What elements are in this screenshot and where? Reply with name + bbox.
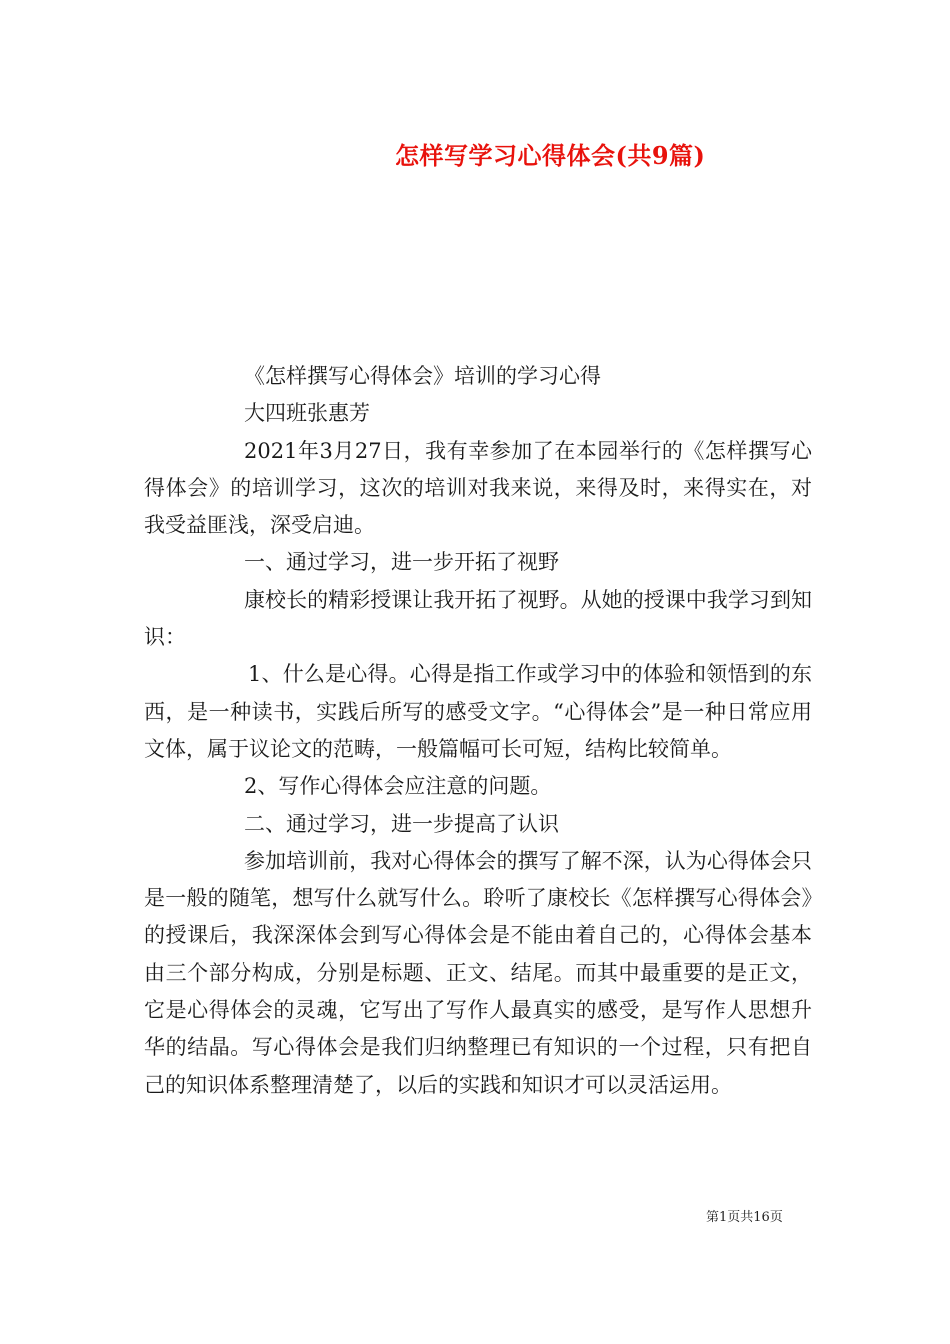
paragraph-intro: 2021年3月27日，我有幸参加了在本园举行的《怎样撰写心得体会》的培训学习，这次的培训对我来说，来得及时，来得实在，对我受益匪浅，深受启迪。: [144, 438, 812, 538]
paragraph-author: 大四班张惠芳: [244, 401, 370, 426]
paragraph-point-1: 1、什么是心得。心得是指工作或学习中的体验和领悟到的东西，是一种读书，实践后所写的感受文字。“心得体会”是一种日常应用文体，属于议论文的范畴，一般篇幅可长可短，结构比较简单。: [144, 662, 812, 761]
page-number-footer: 第1页共16页: [706, 1210, 783, 1225]
paragraph-point-2: 2、写作心得体会应注意的问题。: [244, 774, 552, 799]
paragraph-section-1: 康校长的精彩授课让我开拓了视野。从她的授课中我学习到知识：: [144, 587, 812, 650]
document-body: [144, 358, 812, 1104]
paragraph-section-2: 参加培训前，我对心得体会的撰写了解不深，认为心得体会只是一般的随笔，想写什么就写什么。聆听了康校长《怎样撰写心得体会》的授课后，我深深体会到写心得体会是不能由着自己的，心得体会基本由三个部分构成，分别是标题、正文、结尾。而其中最重要的是正文，它是心得体会的灵魂，它写出了写作人最真实的感受，是写作人思想升华的结晶。写心得体会是我们归纳整理已有知识的一个过程，只有把自己的知识体系整理清楚了，以后的实践和知识才可以灵活运用。: [144, 848, 812, 1097]
paragraph-subtitle: 《怎样撰写心得体会》培训的学习心得: [244, 364, 601, 388]
section-heading-1: 一、通过学习，进一步开拓了视野: [244, 550, 559, 575]
document-title: 怎样写学习心得体会(共9篇): [395, 141, 706, 170]
section-heading-2: 二、通过学习，进一步提高了认识: [244, 811, 559, 836]
